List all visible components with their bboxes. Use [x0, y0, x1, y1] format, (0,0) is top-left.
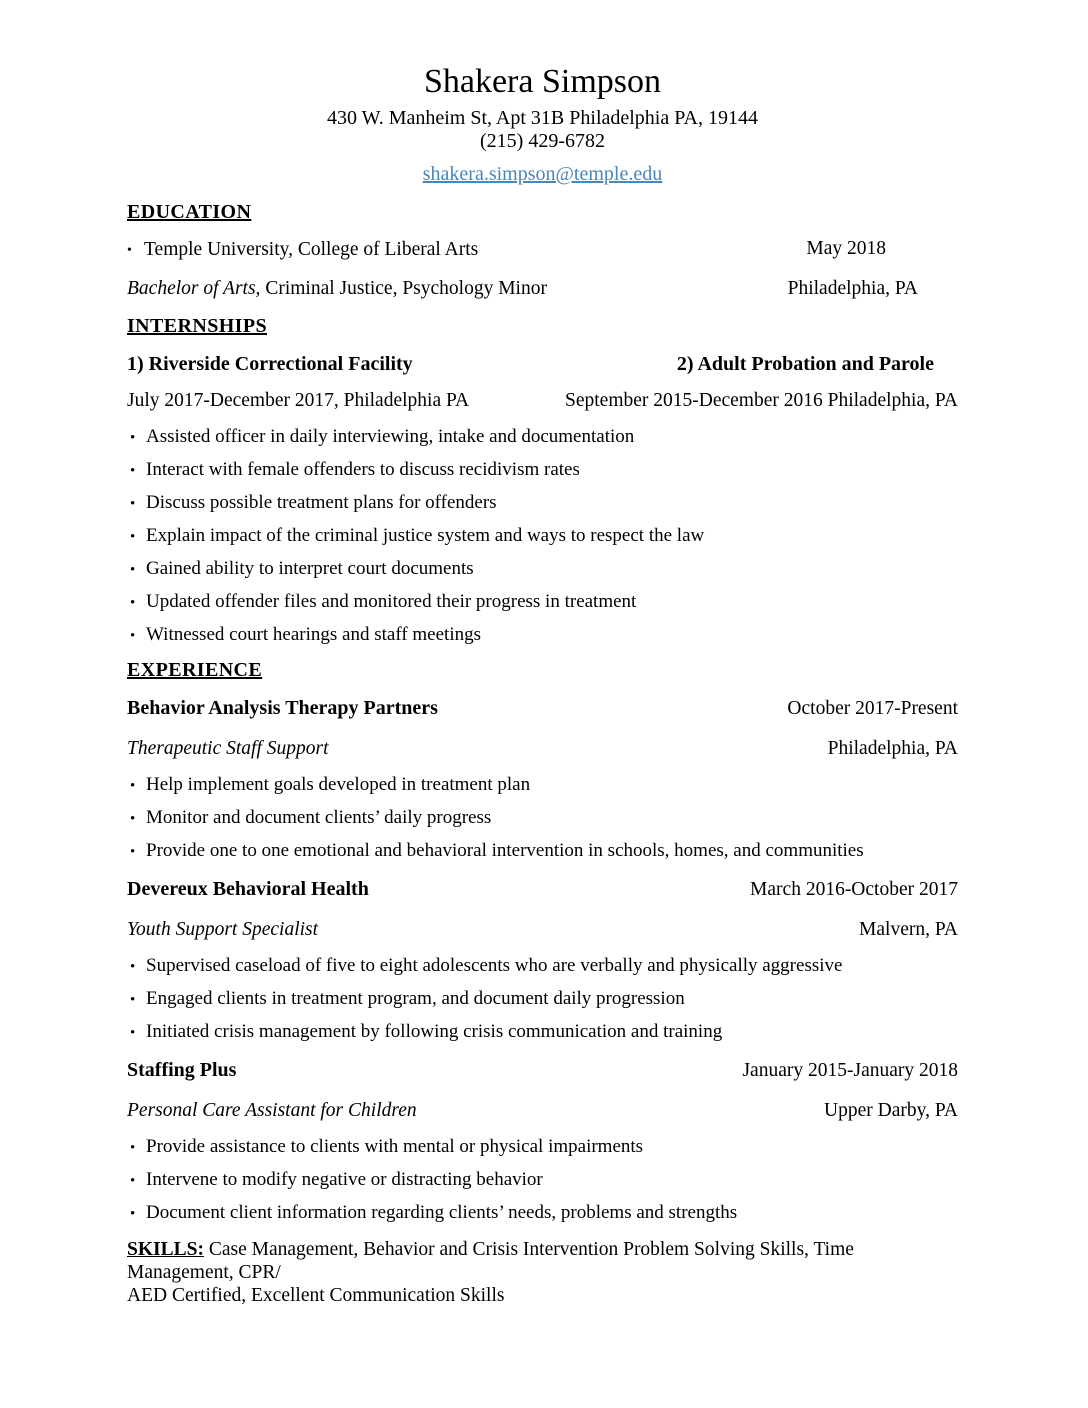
job-1-location: Philadelphia, PA	[827, 737, 958, 759]
person-name: Shakera Simpson	[423, 63, 662, 100]
job-2-dates: March 2016-October 2017	[750, 878, 958, 900]
bullet-item: • Gained ability to interpret court documents	[129, 558, 958, 580]
skills-label: SKILLS:	[127, 1238, 204, 1260]
job-3-title: Personal Care Assistant for Children	[127, 1099, 417, 1121]
bullet-item: • Intervene to modify negative or distracting behavior	[129, 1169, 958, 1191]
email-line	[127, 163, 958, 186]
resume-header	[127, 62, 958, 186]
job-3-location: Upper Darby, PA	[824, 1099, 958, 1121]
internship-bullets	[129, 426, 958, 646]
section-heading-education: EDUCATION	[127, 200, 252, 223]
internship-2-title: 2) Adult Probation and Parole	[676, 352, 934, 375]
bullet-item: • Provide assistance to clients with mental or physical impairments	[129, 1136, 958, 1158]
job-3-title-row	[127, 1099, 958, 1122]
bullet-item: • Help implement goals developed in treatment plan	[129, 774, 958, 796]
education-degree-row	[127, 277, 958, 300]
phone-line: (215) 429-6782	[480, 129, 605, 152]
bullet-item: • Discuss possible treatment plans for offenders	[129, 492, 958, 514]
job-2-location: Malvern, PA	[859, 918, 958, 940]
education-school	[127, 238, 478, 262]
skills-paragraph	[127, 1238, 958, 1307]
education-degree	[127, 277, 547, 300]
internship-1-dates: July 2017-December 2017, Philadelphia PA	[127, 389, 470, 411]
job-2-title: Youth Support Specialist	[127, 918, 319, 940]
bullet-item: • Engaged clients in treatment program, and document daily progression	[129, 988, 958, 1010]
internship-dates-row	[127, 389, 958, 412]
job-1-company: Behavior Analysis Therapy Partners	[127, 696, 438, 719]
address-line: 430 W. Manheim St, Apt 31B Philadelphia PA, 19144	[327, 106, 758, 129]
education-degree-detail: Criminal Justice, Psychology Minor	[265, 277, 547, 299]
skills-text-line2: AED Certified, Excellent Communication Skills	[127, 1284, 505, 1306]
bullet-item: • Updated offender files and monitored their progress in treatment	[129, 591, 958, 613]
bullet-item: • Supervised caseload of five to eight adolescents who are verbally and physically aggressive	[129, 955, 958, 977]
section-heading-internships: INTERNSHIPS	[127, 314, 267, 337]
job-1-company-row	[127, 697, 958, 720]
education-location: Philadelphia, PA	[787, 277, 918, 299]
education-school-row	[127, 237, 958, 262]
bullet-item: • Initiated crisis management by following crisis communication and training	[129, 1021, 958, 1043]
job-3-company-row	[127, 1059, 958, 1082]
bullet-item: • Explain impact of the criminal justice system and ways to respect the law	[129, 525, 958, 547]
job-1-bullets	[129, 774, 958, 862]
email-link[interactable]: shakera.simpson@temple.edu	[422, 162, 663, 185]
section-heading-experience: EXPERIENCE	[127, 658, 263, 681]
bullet-item: • Provide one to one emotional and behavioral intervention in schools, homes, and communities	[129, 840, 958, 862]
job-2-company-row	[127, 878, 958, 901]
education-graduation-date: May 2018	[806, 237, 886, 259]
education-school-name: Temple University, College of Liberal Arts	[144, 238, 479, 260]
internship-titles-row	[127, 353, 958, 376]
bullet-item: • Document client information regarding clients’ needs, problems and strengths	[129, 1202, 958, 1224]
job-1-dates: October 2017-Present	[787, 697, 958, 719]
internship-1-title: 1) Riverside Correctional Facility	[127, 352, 413, 375]
job-1-title: Therapeutic Staff Support	[127, 737, 329, 759]
skills-text-line1: Case Management, Behavior and Crisis Intervention Problem Solving Skills, Time Management, CPR/	[127, 1238, 854, 1283]
bullet-item: • Monitor and document clients’ daily progress	[129, 807, 958, 829]
job-2-title-row	[127, 918, 958, 941]
education-degree-type: Bachelor of Arts,	[127, 277, 261, 299]
bullet-item: • Interact with female offenders to discuss recidivism rates	[129, 459, 958, 481]
job-1-title-row	[127, 737, 958, 760]
job-3-bullets	[129, 1136, 958, 1224]
job-3-company: Staffing Plus	[127, 1058, 237, 1081]
bullet-item: • Assisted officer in daily interviewing, intake and documentation	[129, 426, 958, 448]
bullet-dot-icon: •	[127, 242, 132, 258]
job-2-company: Devereux Behavioral Health	[127, 877, 369, 900]
job-3-dates: January 2015-January 2018	[742, 1059, 958, 1081]
internship-2-dates: September 2015-December 2016 Philadelphia, PA	[565, 389, 958, 411]
job-2-bullets	[129, 955, 958, 1043]
bullet-item: • Witnessed court hearings and staff meetings	[129, 624, 958, 646]
